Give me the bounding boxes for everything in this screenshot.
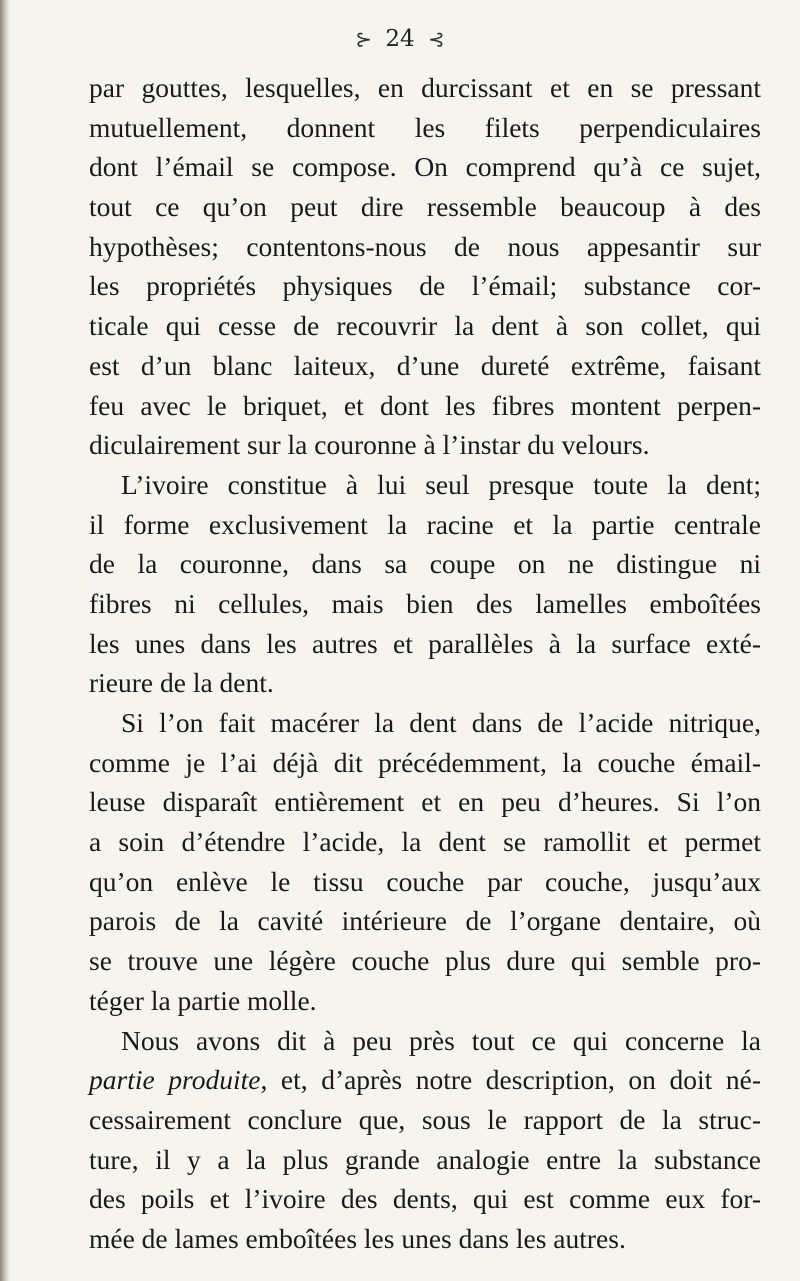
text-line: mée de lames emboîtées les unes dans les autres. xyxy=(89,1222,626,1254)
italic-term: partie produite xyxy=(89,1064,261,1096)
text-line: de la couronne, dans sa coupe on ne distingue ni xyxy=(89,548,761,580)
text-line: rieure de la dent. xyxy=(89,667,274,699)
ornament-left-icon: ⊱ xyxy=(355,27,373,51)
text-line: les unes dans les autres et parallèles à la surface exté- xyxy=(89,627,761,659)
text-fragment: , et, d’après notre description, on doit né- xyxy=(260,1064,761,1096)
text-line: par gouttes, lesquelles, en durcissant et en se pressant xyxy=(89,72,761,103)
page-gutter-shadow xyxy=(0,0,10,1281)
text-line: comme je l’ai déjà dit précédemment, la couche émail- xyxy=(89,746,761,778)
text-line: tout ce qu’on peut dire ressemble beaucoup à des xyxy=(89,191,761,223)
text-line: ture, il y a la plus grande analogie entre la substance xyxy=(89,1143,761,1175)
text-line: dont l’émail se compose. On comprend qu’à ce sujet, xyxy=(89,151,761,183)
page-number: 24 xyxy=(385,26,415,52)
text-line: fibres ni cellules, mais bien des lamelles emboîtées xyxy=(89,587,761,619)
text-line: des poils et l’ivoire des dents, qui est comme eux for- xyxy=(89,1183,761,1215)
text-line: Si l’on fait macérer la dent dans de l’acide nitrique, xyxy=(121,707,761,738)
text-line: qu’on enlève le tissu couche par couche, jusqu’aux xyxy=(89,865,761,897)
text-line: cessairement conclure que, sous le rapport de la struc- xyxy=(89,1103,761,1135)
ornament-right-icon: ⊰ xyxy=(427,27,445,51)
text-line: hypothèses; contentons-nous de nous appesantir sur xyxy=(89,230,761,262)
text-line: téger la partie molle. xyxy=(89,984,317,1016)
page-header xyxy=(0,26,800,52)
text-line: parois de la cavité intérieure de l’organe dentaire, où xyxy=(89,905,761,937)
text-line: mutuellement, donnent les filets perpendiculaires xyxy=(89,111,761,143)
text-line: Nous avons dit à peu près tout ce qui concerne la xyxy=(121,1024,761,1056)
text-line: diculairement sur la couronne à l’instar du velours. xyxy=(89,429,650,461)
text-line: ticale qui cesse de recouvrir la dent à son collet, qui xyxy=(89,310,761,342)
text-line: il forme exclusivement la racine et la partie centrale xyxy=(89,508,761,540)
text-line: les propriétés physiques de l’émail; substance cor- xyxy=(89,270,761,302)
text-line: feu avec le briquet, et dont les fibres montent perpen- xyxy=(89,389,761,421)
text-line: a soin d’étendre l’acide, la dent se ramollit et permet xyxy=(89,826,761,858)
text-line: se trouve une légère couche plus dure qui semble pro- xyxy=(89,945,761,977)
text-line xyxy=(89,1060,761,1100)
text-line: L’ivoire constitue à lui seul presque toute la dent; xyxy=(121,468,761,500)
text-line: leuse disparaît entièrement et en peu d’heures. Si l’on xyxy=(89,786,761,818)
text-line: est d’un blanc laiteux, d’une dureté extrême, faisant xyxy=(89,349,761,381)
body-text xyxy=(89,68,761,1259)
